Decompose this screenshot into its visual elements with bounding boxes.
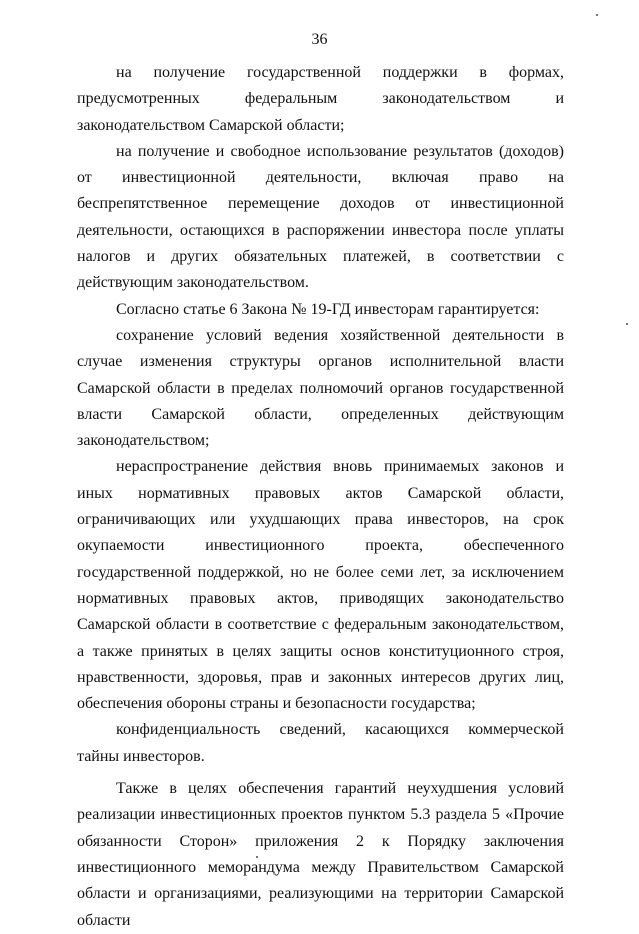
scan-speck [256, 856, 258, 858]
scan-speck [596, 14, 598, 16]
paragraph-memorandum: Также в целях обеспечения гарантий неухудшения условий реализации инвестиционных проектов пунктом 5.3 раздела 5 «Прочие обязанности Сторон» приложения 2 к Порядку заключения инвестиционного меморандума между Правительством Самарской области и организациями, реализующими на территории Самарской области [77, 780, 564, 929]
paragraph-non-extension: нераспространение действия вновь принимаемых законов и иных нормативных правовых актов Самарской области, ограничивающих или ухудшающих права инвесторов, на срок окупаемости инвестиционного проекта, обеспеченного государственной поддержкой, но не более семи лет, за исключением нормативных правовых актов, приводящих законодательство Самарской области в соответствие с федеральным законодательством, а также принятых в целях защиты основ конституционного строя, нравственности, здоровья, прав и законных интересов других лиц, обеспечения обороны страны и безопасности государства; [77, 458, 564, 713]
page-number: 36 [311, 31, 328, 48]
paragraph-state-support: на получение государственной поддержки в формах, предусмотренных федеральным законодательством и законодательством Самарской области; [77, 64, 564, 134]
paragraph-confidentiality: конфиденциальность сведений, касающихся коммерческой тайны инвесторов. [77, 721, 564, 765]
paragraph-conditions-preserved: сохранение условий ведения хозяйственной деятельности в случае изменения структуры органов исполнительной власти Самарской области в пределах полномочий органов государственной власти Самарской области, определенных действующим законодательством; [77, 326, 564, 450]
document-body [77, 60, 564, 934]
paragraph-article-6: Согласно статье 6 Закона № 19-ГД инвесторам гарантируется: [116, 300, 540, 318]
scan-speck [626, 323, 628, 325]
paragraph-income-use: на получение и свободное использование результатов (доходов) от инвестиционной деятельности, включая право на беспрепятственное перемещение доходов от инвестиционной деятельности, остающихся в распоряжении инвестора после уплаты налогов и других обязательных платежей, в соответствии с действующим законодательством. [77, 142, 564, 292]
